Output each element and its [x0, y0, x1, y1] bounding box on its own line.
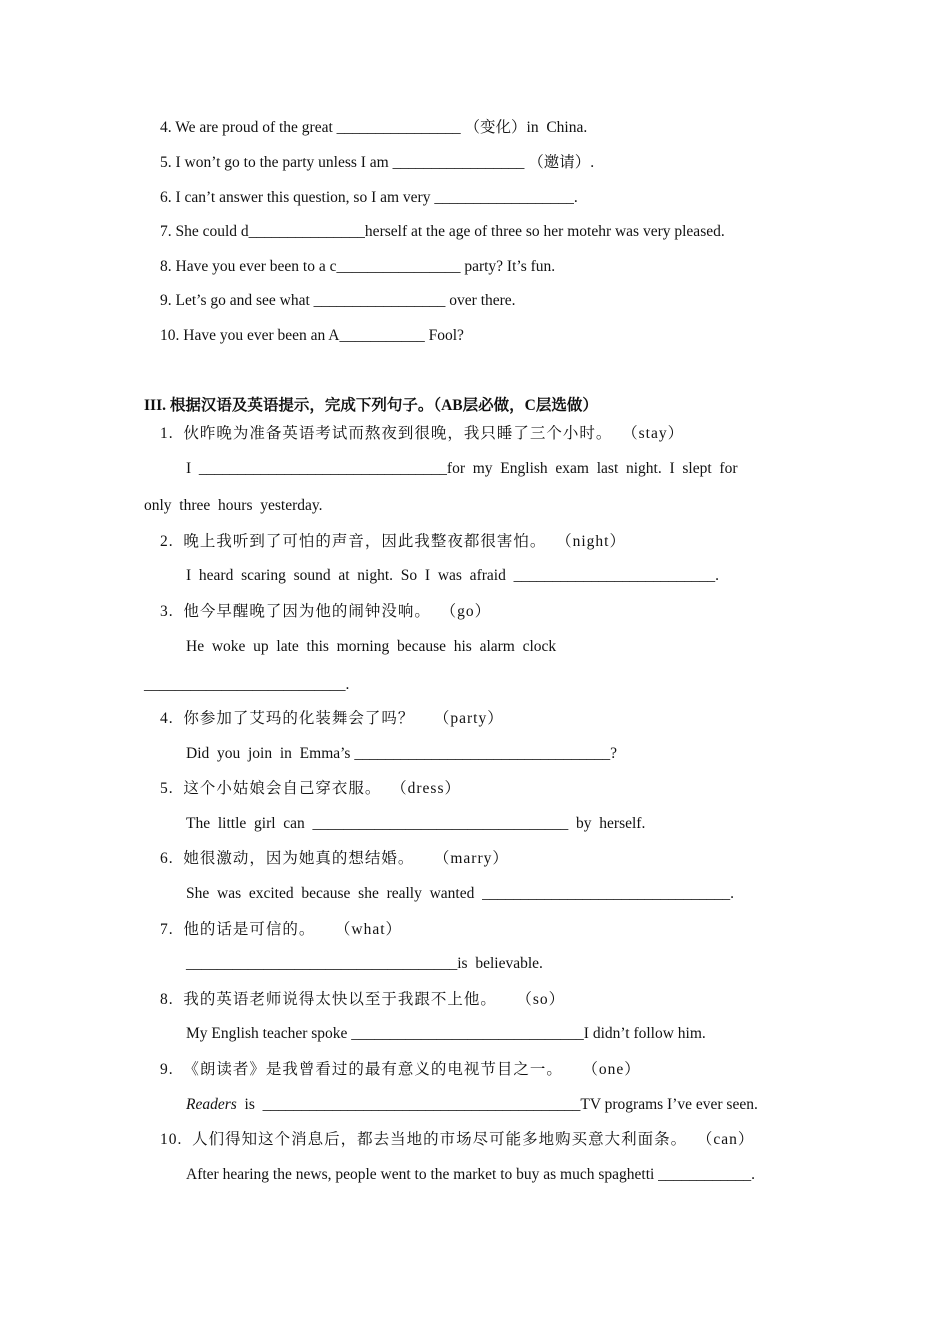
- q8-chinese: 8. 我的英语老师说得太快以至于我跟不上他。 （so）: [160, 991, 566, 1008]
- q5-chinese: 5. 这个小姑娘会自己穿衣服。 （dress）: [160, 780, 461, 797]
- q2-chinese: 2. 晚上我听到了可怕的声音，因此我整夜都很害怕。 （night）: [160, 533, 626, 550]
- q6-english: She was excited because she really wanted ________________________________.: [186, 885, 734, 902]
- q2-english: I heard scaring sound at night. So I was afraid __________________________.: [186, 567, 719, 584]
- q3-english-cont: __________________________.: [144, 676, 350, 693]
- item-6: 6. I can’t answer this question, so I am very __________________.: [160, 189, 578, 206]
- q10-chinese: 10. 人们得知这个消息后，都去当地的市场尽可能多地购买意大利面条。 （can）: [160, 1131, 755, 1148]
- q3-english: He woke up late this morning because his alarm clock: [186, 638, 557, 655]
- section-title: III. 根据汉语及英语提示，完成下列句子。（AB层必做，C层选做）: [144, 397, 598, 414]
- item-5: 5. I won’t go to the party unless I am _________________ （邀请）.: [160, 154, 595, 171]
- item-9: 9. Let’s go and see what _________________ over there.: [160, 292, 516, 309]
- q1-english-cont: only three hours yesterday.: [144, 497, 323, 514]
- q9-chinese: 9. 《朗读者》是我曾看过的最有意义的电视节目之一。 （one）: [160, 1061, 641, 1078]
- q9-english-rest: is _________________________________________TV programs I’ve ever seen.: [236, 1096, 758, 1113]
- q7-english: ___________________________________is believable.: [186, 955, 543, 972]
- item-7: 7. She could d_______________herself at the age of three so her motehr was very pleased.: [160, 223, 725, 240]
- q10-english: After hearing the news, people went to the market to buy as much spaghetti ____________.: [186, 1166, 756, 1183]
- q1-chinese: 1. 伙昨晚为准备英语考试而熬夜到很晚，我只睡了三个小时。 （stay）: [160, 425, 685, 442]
- q7-chinese: 7. 他的话是可信的。 （what）: [160, 921, 403, 938]
- q4-chinese: 4. 你参加了艾玛的化装舞会了吗？ （party）: [160, 710, 504, 727]
- q9-english: [186, 1095, 758, 1115]
- q4-english: Did you join in Emma’s _________________________________?: [186, 745, 617, 762]
- item-10: 10. Have you ever been an A___________ Fool?: [160, 327, 464, 344]
- q1-english: I ________________________________for my English exam last night. I slept for: [186, 460, 738, 477]
- q3-chinese: 3. 他今早醒晚了因为他的闹钟没响。 （go）: [160, 603, 492, 620]
- q8-english: My English teacher spoke ______________________________I didn’t follow him.: [186, 1025, 706, 1042]
- q6-chinese: 6. 她很激动，因为她真的想结婚。 （marry）: [160, 850, 509, 867]
- item-4: 4. We are proud of the great ________________ （变化）in China.: [160, 119, 588, 136]
- item-8: 8. Have you ever been to a c________________ party? It’s fun.: [160, 258, 556, 275]
- q5-english: The little girl can _________________________________ by herself.: [186, 815, 646, 832]
- q9-title-italic: Readers: [186, 1096, 237, 1113]
